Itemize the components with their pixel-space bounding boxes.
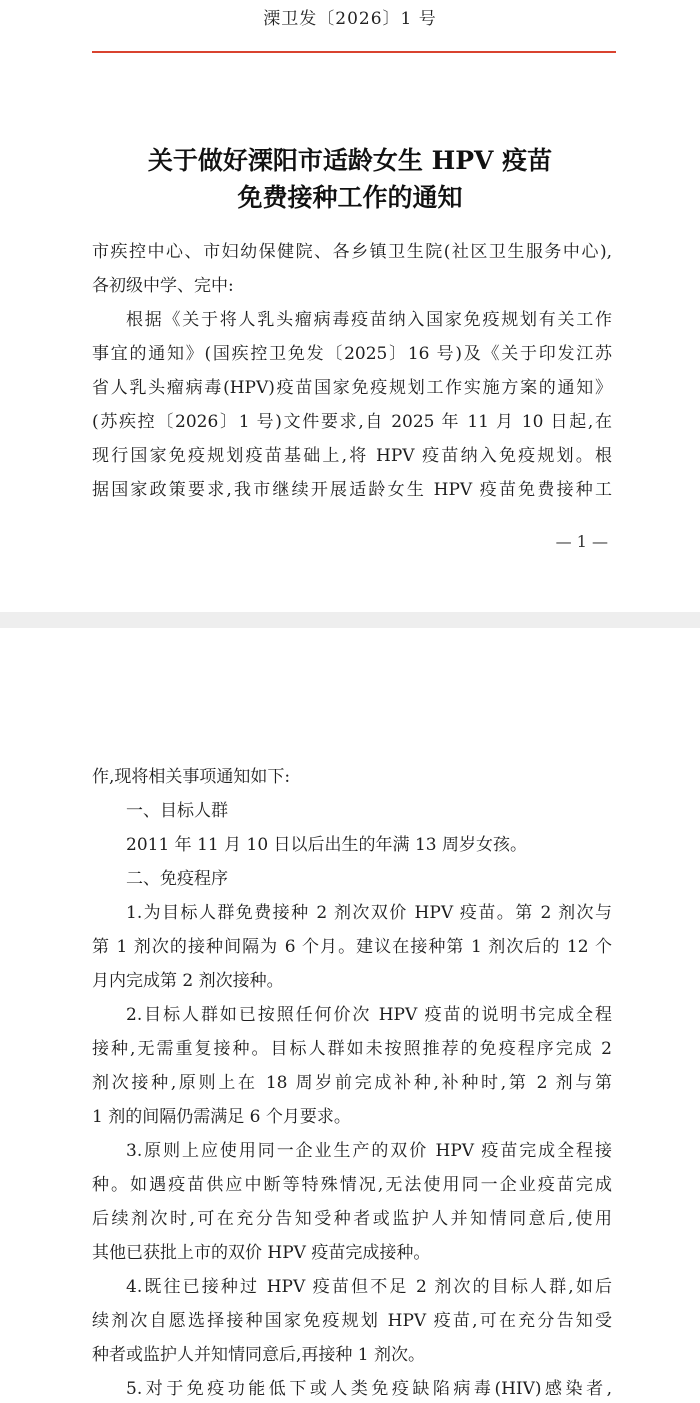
page-number: — 1 —	[555, 532, 608, 551]
item-2-line-1: 2.目标人群如已按照任何价次 HPV 疫苗的说明书完成全程	[126, 1005, 612, 1025]
item-4-line-2: 续剂次自愿选择接种国家免疫规划 HPV 疫苗,可在充分告知受	[92, 1311, 612, 1331]
section-heading-schedule: 二、免疫程序	[126, 869, 228, 889]
document-number: 溧卫发〔2026〕1 号	[263, 9, 437, 29]
intro-continuation: 作,现将相关事项通知如下:	[92, 767, 291, 787]
item-4-line-1: 4.既往已接种过 HPV 疫苗但不足 2 剂次的目标人群,如后	[126, 1277, 612, 1297]
item-1-line-2: 第 1 剂次的接种间隔为 6 个月。建议在接种第 1 剂次后的 12 个	[92, 937, 612, 957]
item-4-line-3: 种者或监护人并知情同意后,再接种 1 剂次。	[92, 1345, 426, 1365]
body-line-1: 根据《关于将人乳头瘤病毒疫苗纳入国家免疫规划有关工作	[126, 310, 612, 330]
recipients-line-1: 市疾控中心、市妇幼保健院、各乡镇卫生院(社区卫生服务中心),	[92, 242, 612, 262]
item-3-line-4: 其他已获批上市的双价 HPV 疫苗完成接种。	[92, 1243, 431, 1263]
item-1-line-1: 1.为目标人群免费接种 2 剂次双价 HPV 疫苗。第 2 剂次与	[126, 903, 612, 923]
document-title	[0, 142, 700, 216]
body-line-5: 现行国家免疫规划疫苗基础上,将 HPV 疫苗纳入免疫规划。根	[92, 446, 612, 466]
body-line-4: (苏疾控〔2026〕1 号)文件要求,自 2025 年 11 月 10 日起,在	[92, 412, 612, 432]
item-3-line-2: 种。如遇疫苗供应中断等特殊情况,无法使用同一企业疫苗完成	[92, 1175, 612, 1195]
title-line-2: 免费接种工作的通知	[237, 183, 463, 212]
item-2-line-2: 接种,无需重复接种。目标人群如未按照推荐的免疫程序完成 2	[92, 1039, 612, 1059]
body-line-3: 省人乳头瘤病毒(HPV)疫苗国家免疫规划工作实施方案的通知》	[92, 378, 612, 398]
item-2-line-4: 1 剂的间隔仍需满足 6 个月要求。	[92, 1107, 351, 1127]
item-1-line-3: 月内完成第 2 剂次接种。	[92, 971, 284, 991]
document-page-1	[0, 0, 700, 612]
item-5-line-1: 5.对于免疫功能低下或人类免疫缺陷病毒(HIV)感染者,	[126, 1379, 612, 1399]
red-header-rule	[92, 51, 616, 53]
title-line-1: 关于做好溧阳市适龄女生 HPV 疫苗	[147, 146, 553, 175]
section-heading-target-group: 一、目标人群	[126, 801, 228, 821]
target-group-text: 2011 年 11 月 10 日以后出生的年满 13 周岁女孩。	[126, 835, 527, 855]
body-line-6: 据国家政策要求,我市继续开展适龄女生 HPV 疫苗免费接种工	[92, 480, 612, 500]
recipients-line-2: 各初级中学、完中:	[92, 276, 234, 296]
body-line-2: 事宜的通知》(国疾控卫免发〔2025〕16 号)及《关于印发江苏	[92, 344, 612, 364]
item-3-line-1: 3.原则上应使用同一企业生产的双价 HPV 疫苗完成全程接	[126, 1141, 612, 1161]
document-page-2	[0, 628, 700, 1403]
item-2-line-3: 剂次接种,原则上在 18 周岁前完成补种,补种时,第 2 剂与第	[92, 1073, 612, 1093]
item-3-line-3: 后续剂次时,可在充分告知受种者或监护人并知情同意后,使用	[92, 1209, 612, 1229]
